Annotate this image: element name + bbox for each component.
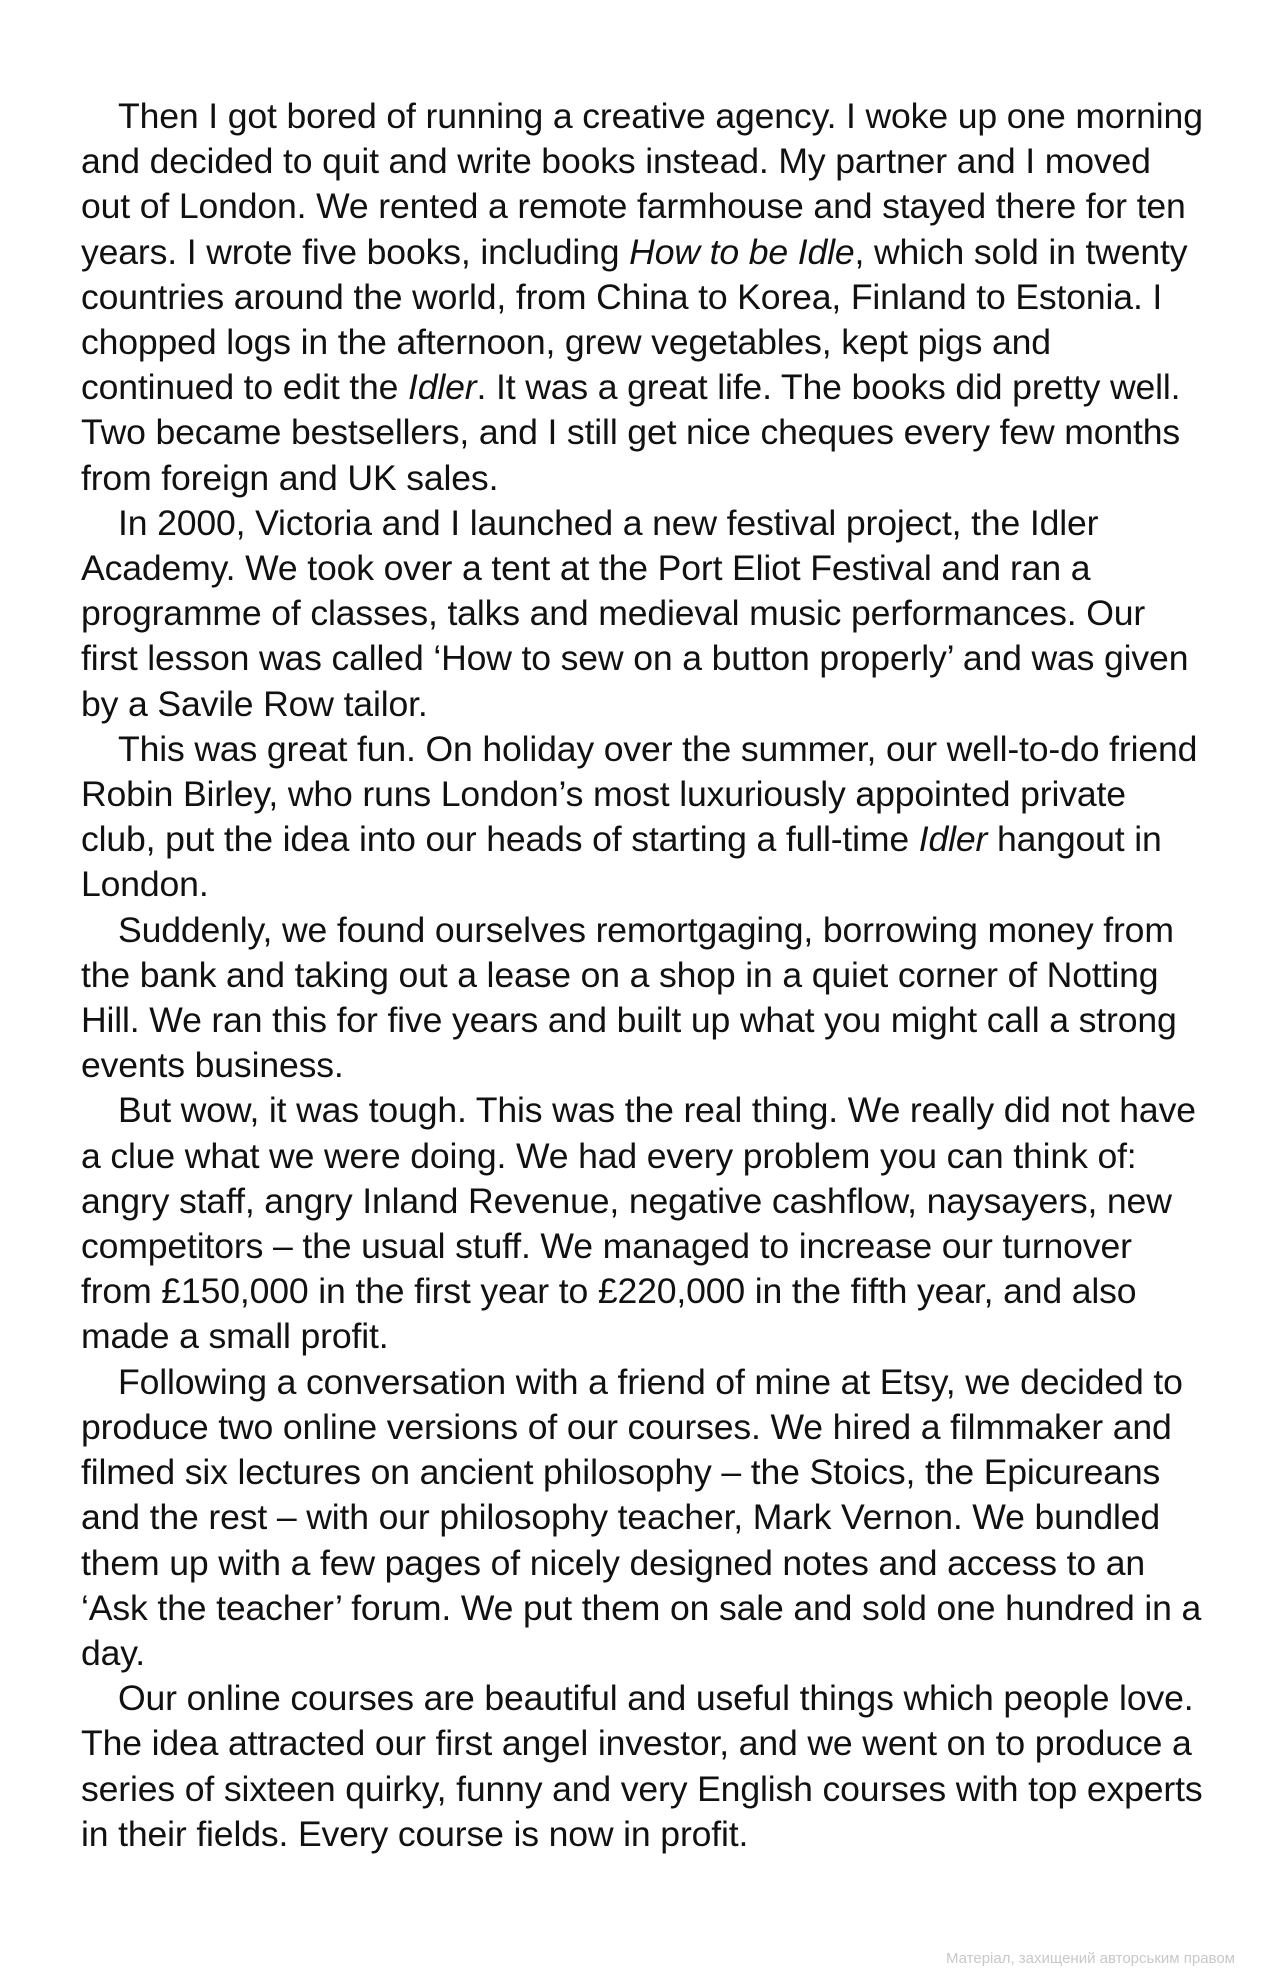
paragraph — [81, 1360, 1203, 1676]
magazine-title: Idler — [918, 819, 988, 860]
text-segment: This was great fun. On holiday over the summer, our well-to-do friend Robin Birley, who runs London’s most luxuriously appointed private club, put the idea into our heads of starting a full-time — [81, 728, 1198, 860]
paragraph — [81, 727, 1203, 908]
magazine-title: Idler — [408, 367, 477, 408]
text-segment: hangout in London. — [81, 819, 1162, 905]
text-segment: In 2000, Victoria and I launched a new festival project, the Idler Academy. We took over a tent at the Port Eliot Festival and ran a programme of classes, talks and medieval music performances. Our first lesson was called ‘How to sew on a button properly’ and was given by a Savile Row tailor. — [81, 502, 1189, 724]
text-segment: Then I got bored of running a creative agency. I woke up one morning and decided to quit and write books instead. My partner and I moved out of London. We rented a remote farmhouse and stayed there for ten years. I wrote five books, including — [81, 96, 1203, 272]
text-segment: , which sold in twenty countries around the world, from China to Korea, Finland to Estonia. I chopped logs in the afternoon, grew vegetables, kept pigs and continued to edit the — [81, 231, 1188, 408]
text-segment: . It was a great life. The books did pretty well. Two became bestsellers, and I still get nice cheques every few months from foreign and UK sales. — [81, 367, 1181, 498]
text-segment: Suddenly, we found ourselves remortgaging, borrowing money from the bank and taking out a lease on a shop in a quiet corner of Notting Hill. We ran this for five years and built up what you might call a strong events business. — [81, 909, 1177, 1086]
paragraph — [81, 1676, 1203, 1857]
paragraph — [81, 908, 1203, 1089]
text-segment: Our online courses are beautiful and useful things which people love. The idea attracted our first angel investor, and we went on to produce a series of sixteen quirky, funny and very English courses with top experts in their fields. Every course is now in profit. — [81, 1678, 1203, 1854]
book-page-text — [81, 94, 1203, 1857]
paragraph — [81, 501, 1203, 727]
text-segment: But wow, it was tough. This was the real thing. We really did not have a clue what we were doing. We had every problem you can think of: angry staff, angry Inland Revenue, negative cashflow, naysayers, new competitors – the usual stuff. We managed to increase our turnover from £150,000 in the first year to £220,000 in the fifth year, and also made a small profit. — [81, 1090, 1196, 1357]
text-segment: Following a conversation with a friend of mine at Etsy, we decided to produce two online versions of our courses. We hired a filmmaker and filmed six lectures on ancient philosophy – the Stoics, the Epicureans and the rest – with our philosophy teacher, Mark Vernon. We bundled them up with a few pages of nicely designed notes and access to an ‘Ask the teacher’ forum. We put them on sale and sold one hundred in a day. — [81, 1361, 1202, 1673]
paragraph — [81, 94, 1203, 501]
book-title: How to be Idle — [629, 231, 855, 272]
paragraph — [81, 1088, 1203, 1359]
copyright-watermark: Матеріал, захищений авторським правом — [945, 1950, 1235, 1967]
